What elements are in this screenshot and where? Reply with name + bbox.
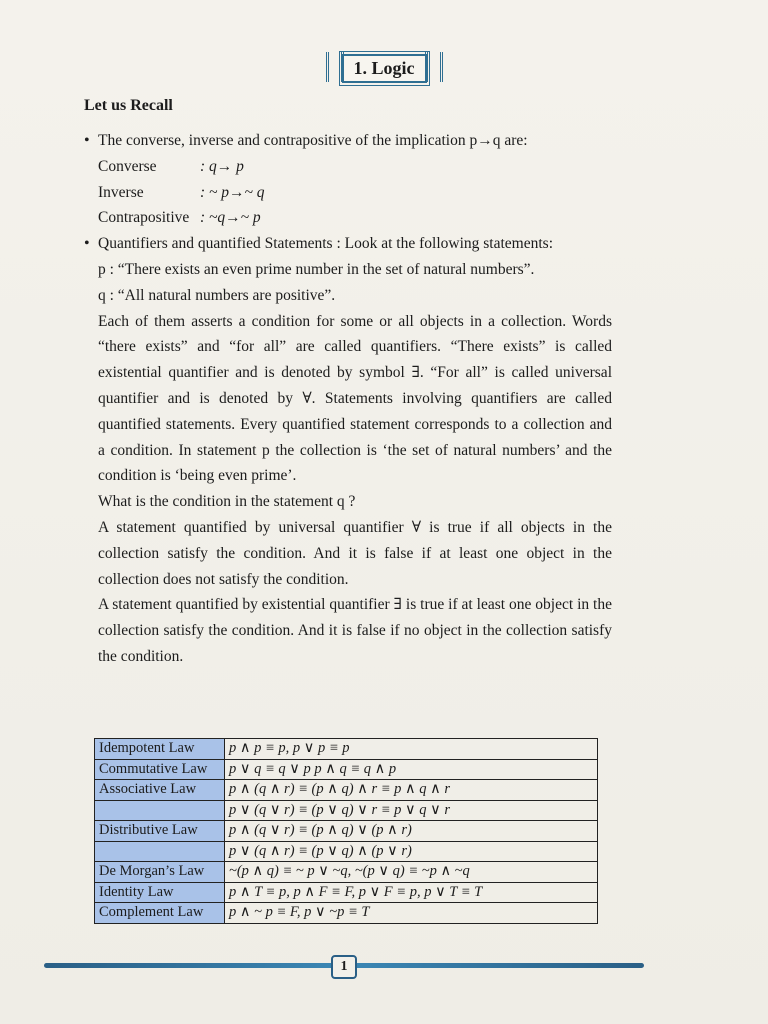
page-number: 1 xyxy=(331,955,357,979)
bullet-implication xyxy=(84,128,612,231)
converse-value: : q→ p xyxy=(200,157,244,175)
law-formula: p ∨ q ≡ q ∨ p p ∧ q ≡ q ∧ p xyxy=(225,759,598,780)
table-row xyxy=(95,759,598,780)
statement-p: p : “There exists an even prime number in the set of natural numbers”. xyxy=(98,260,535,278)
law-name: Complement Law xyxy=(95,903,225,924)
converse-label: Converse xyxy=(98,157,157,175)
law-name xyxy=(95,800,225,821)
title-ornament-right-icon xyxy=(425,52,443,82)
law-name: Commutative Law xyxy=(95,759,225,780)
law-name: Identity Law xyxy=(95,882,225,903)
law-formula: p ∨ (q ∧ r) ≡ (p ∨ q) ∧ (p ∨ r) xyxy=(225,841,598,862)
table-row xyxy=(95,841,598,862)
chapter-title: 1. Logic xyxy=(353,58,415,78)
table-row xyxy=(95,882,598,903)
existential-paragraph: A statement quantified by existential quantifier ∃ is true if at least one object in the collection satisfy the condition. And it is false if no object in the collection satisfy the condition. xyxy=(98,596,612,665)
condition-question: What is the condition in the statement q ? xyxy=(98,493,356,511)
universal-paragraph: A statement quantified by universal quantifier ∀ is true if all objects in the collection satisfy the condition. And it is false if at least one object in the collection does not satisfy the condition. xyxy=(98,518,612,588)
law-formula: p ∧ (q ∧ r) ≡ (p ∧ q) ∧ r ≡ p ∧ q ∧ r xyxy=(225,780,598,801)
table-row xyxy=(95,780,598,801)
table-row xyxy=(95,821,598,842)
table-row xyxy=(95,903,598,924)
table-row xyxy=(95,739,598,760)
table-row xyxy=(95,862,598,883)
law-formula: p ∧ p ≡ p, p ∨ p ≡ p xyxy=(225,739,598,760)
law-name: Distributive Law xyxy=(95,821,225,842)
contrapositive-row xyxy=(98,205,612,231)
law-name: Idempotent Law xyxy=(95,739,225,760)
title-wrap xyxy=(0,54,768,83)
bullet-dot-icon: • xyxy=(84,235,90,253)
implication-intro: The converse, inverse and contrapositive of the implication p→q are: xyxy=(98,132,528,149)
inverse-value: : ~ p→~ q xyxy=(200,183,265,201)
statement-q: q : “All natural numbers are positive”. xyxy=(98,286,336,304)
law-formula: ~(p ∧ q) ≡ ~ p ∨ ~q, ~(p ∨ q) ≡ ~p ∧ ~q xyxy=(225,862,598,883)
inverse-row xyxy=(98,180,612,206)
bullet-dot-icon: • xyxy=(84,132,90,149)
law-formula: p ∧ (q ∨ r) ≡ (p ∧ q) ∨ (p ∧ r) xyxy=(225,821,598,842)
inverse-label: Inverse xyxy=(98,183,144,201)
laws-table xyxy=(94,738,598,924)
section-heading: Let us Recall xyxy=(84,97,173,114)
quantifiers-intro: Quantifiers and quantified Statements : Look at the following statements: xyxy=(98,235,553,253)
contrapositive-label: Contrapositive xyxy=(98,209,190,227)
bullet-quantifiers xyxy=(84,231,612,670)
law-name: De Morgan’s Law xyxy=(95,862,225,883)
title-ornament-left-icon xyxy=(326,52,344,82)
law-formula: p ∨ (q ∨ r) ≡ (p ∨ q) ∨ r ≡ p ∨ q ∨ r xyxy=(225,800,598,821)
quantifiers-paragraph: Each of them asserts a condition for some or all objects in a collection. Words “there exists” and “for all” are called quantifiers. “There exists” is called existential quantifier and is denoted by symbol ∃. “For all” is called universal quantifier and is denoted by ∀. Statements involving quantifiers are called quantified statements. Every quantified statement corresponds to a collection and a condition. In statement p the collection is ‘the set of natural numbers’ and the condition is ‘being even prime’. xyxy=(98,312,612,485)
table-row xyxy=(95,800,598,821)
law-name: Associative Law xyxy=(95,780,225,801)
law-formula: p ∧ T ≡ p, p ∧ F ≡ F, p ∨ F ≡ p, p ∨ T ≡ T xyxy=(225,882,598,903)
chapter-title-box xyxy=(342,54,427,83)
contrapositive-value: : ~q→~ p xyxy=(200,209,261,227)
law-name xyxy=(95,841,225,862)
law-formula: p ∧ ~ p ≡ F, p ∨ ~p ≡ T xyxy=(225,903,598,924)
main-content xyxy=(84,128,612,670)
converse-row xyxy=(98,154,612,180)
